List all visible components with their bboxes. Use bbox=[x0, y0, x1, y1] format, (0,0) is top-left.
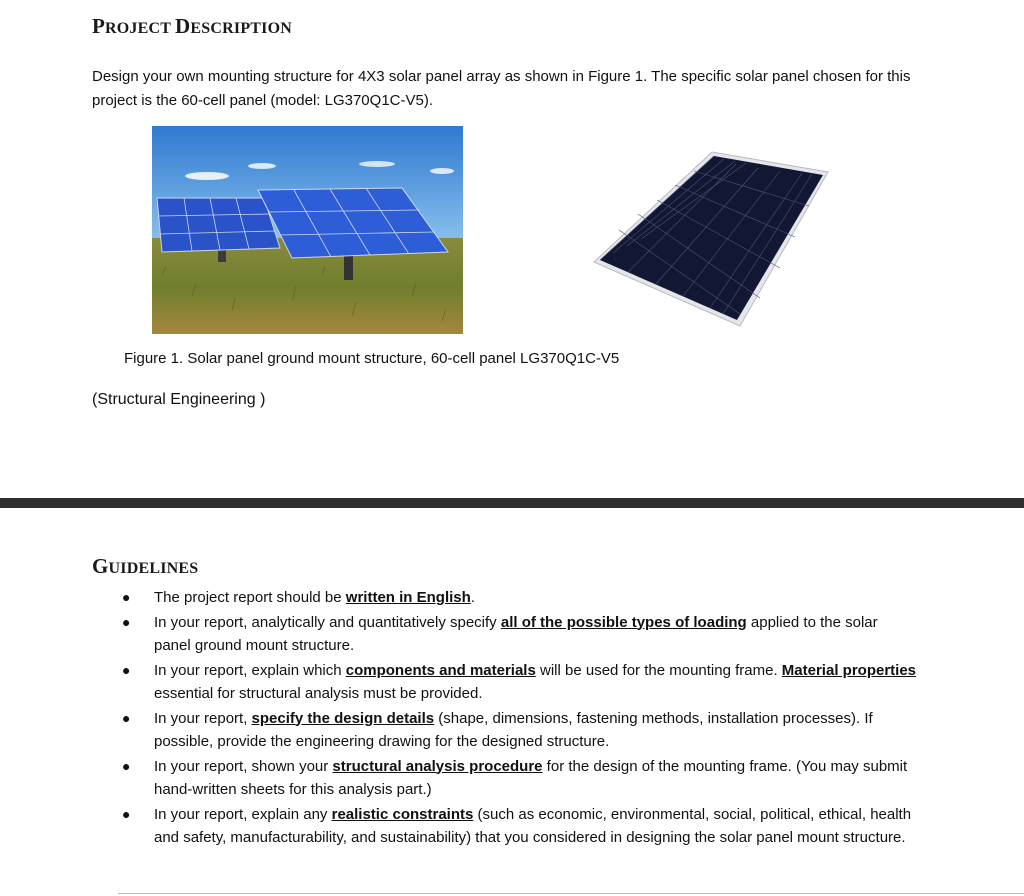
emphasis: specify the design details bbox=[251, 709, 435, 727]
discipline-label: (Structural Engineering ) bbox=[92, 391, 266, 408]
list-item bbox=[116, 611, 916, 658]
text: In your report, analytically and quantitatively specify bbox=[154, 613, 501, 631]
project-description-text: Design your own mounting structure for 4X3 solar panel array as shown in Figure 1. The specific solar panel chosen for this project is the 60-cell panel (model: LG370Q1C-V5). bbox=[92, 68, 911, 109]
list-item bbox=[116, 659, 916, 706]
solar-panel-image bbox=[590, 150, 835, 328]
cloud bbox=[359, 161, 395, 167]
text: In your report, explain any bbox=[154, 805, 332, 823]
text: will be used for the mounting frame. bbox=[535, 661, 782, 679]
text: . bbox=[470, 589, 475, 606]
bullet-icon: ● bbox=[122, 613, 131, 630]
text: In your report, explain which bbox=[154, 661, 346, 679]
text: applied to the solar panel ground mount structure. bbox=[154, 613, 878, 654]
page-edge-line bbox=[118, 893, 1024, 894]
emphasis: Material properties bbox=[781, 661, 917, 679]
cloud bbox=[185, 172, 229, 180]
heading-initial: D bbox=[175, 14, 191, 38]
text: In your report, shown your bbox=[154, 757, 333, 775]
heading-part: ESCRIPTION bbox=[190, 20, 292, 37]
guidelines-list bbox=[116, 586, 916, 851]
bullet-icon: ● bbox=[122, 805, 131, 822]
ground-mount-photo bbox=[152, 126, 463, 334]
heading-initial: P bbox=[92, 14, 106, 38]
emphasis: written in English bbox=[345, 589, 471, 606]
list-item bbox=[116, 755, 916, 802]
bullet-icon: ● bbox=[122, 661, 131, 678]
text: (shape, dimensions, fastening methods, installation processes). If possible, provide the engineering drawing for the designed structure. bbox=[154, 709, 873, 750]
text: essential for structural analysis must be provided. bbox=[154, 685, 483, 702]
list-item bbox=[116, 586, 916, 610]
bullet-icon: ● bbox=[122, 757, 131, 774]
emphasis: components and materials bbox=[345, 661, 536, 679]
figure-caption: Figure 1. Solar panel ground mount structure, 60-cell panel LG370Q1C-V5 bbox=[124, 350, 620, 367]
text: The project report should be bbox=[154, 589, 346, 606]
bullet-icon: ● bbox=[122, 709, 131, 726]
bullet-icon: ● bbox=[122, 589, 131, 605]
emphasis: structural analysis procedure bbox=[332, 757, 543, 775]
cloud bbox=[430, 168, 454, 174]
list-item bbox=[116, 707, 916, 754]
emphasis: all of the possible types of loading bbox=[500, 613, 747, 631]
cloud bbox=[248, 163, 276, 169]
list-item bbox=[116, 803, 916, 850]
heading-part: UIDELINES bbox=[108, 560, 199, 577]
text: for the design of the mounting frame. (You may submit hand-written sheets for this analysis part.) bbox=[154, 757, 908, 798]
text: In your report, bbox=[154, 709, 252, 727]
heading-part: ROJECT bbox=[105, 20, 176, 37]
heading-initial: G bbox=[92, 554, 109, 578]
emphasis: realistic constraints bbox=[331, 805, 474, 823]
text: (such as economic, environmental, social, political, ethical, health and safety, manufacturability, and sustainability) that you considered in designing the solar panel mount structure. bbox=[154, 805, 912, 846]
guidelines-heading bbox=[92, 554, 198, 579]
project-description-heading bbox=[92, 14, 292, 39]
page-divider bbox=[0, 498, 1024, 508]
